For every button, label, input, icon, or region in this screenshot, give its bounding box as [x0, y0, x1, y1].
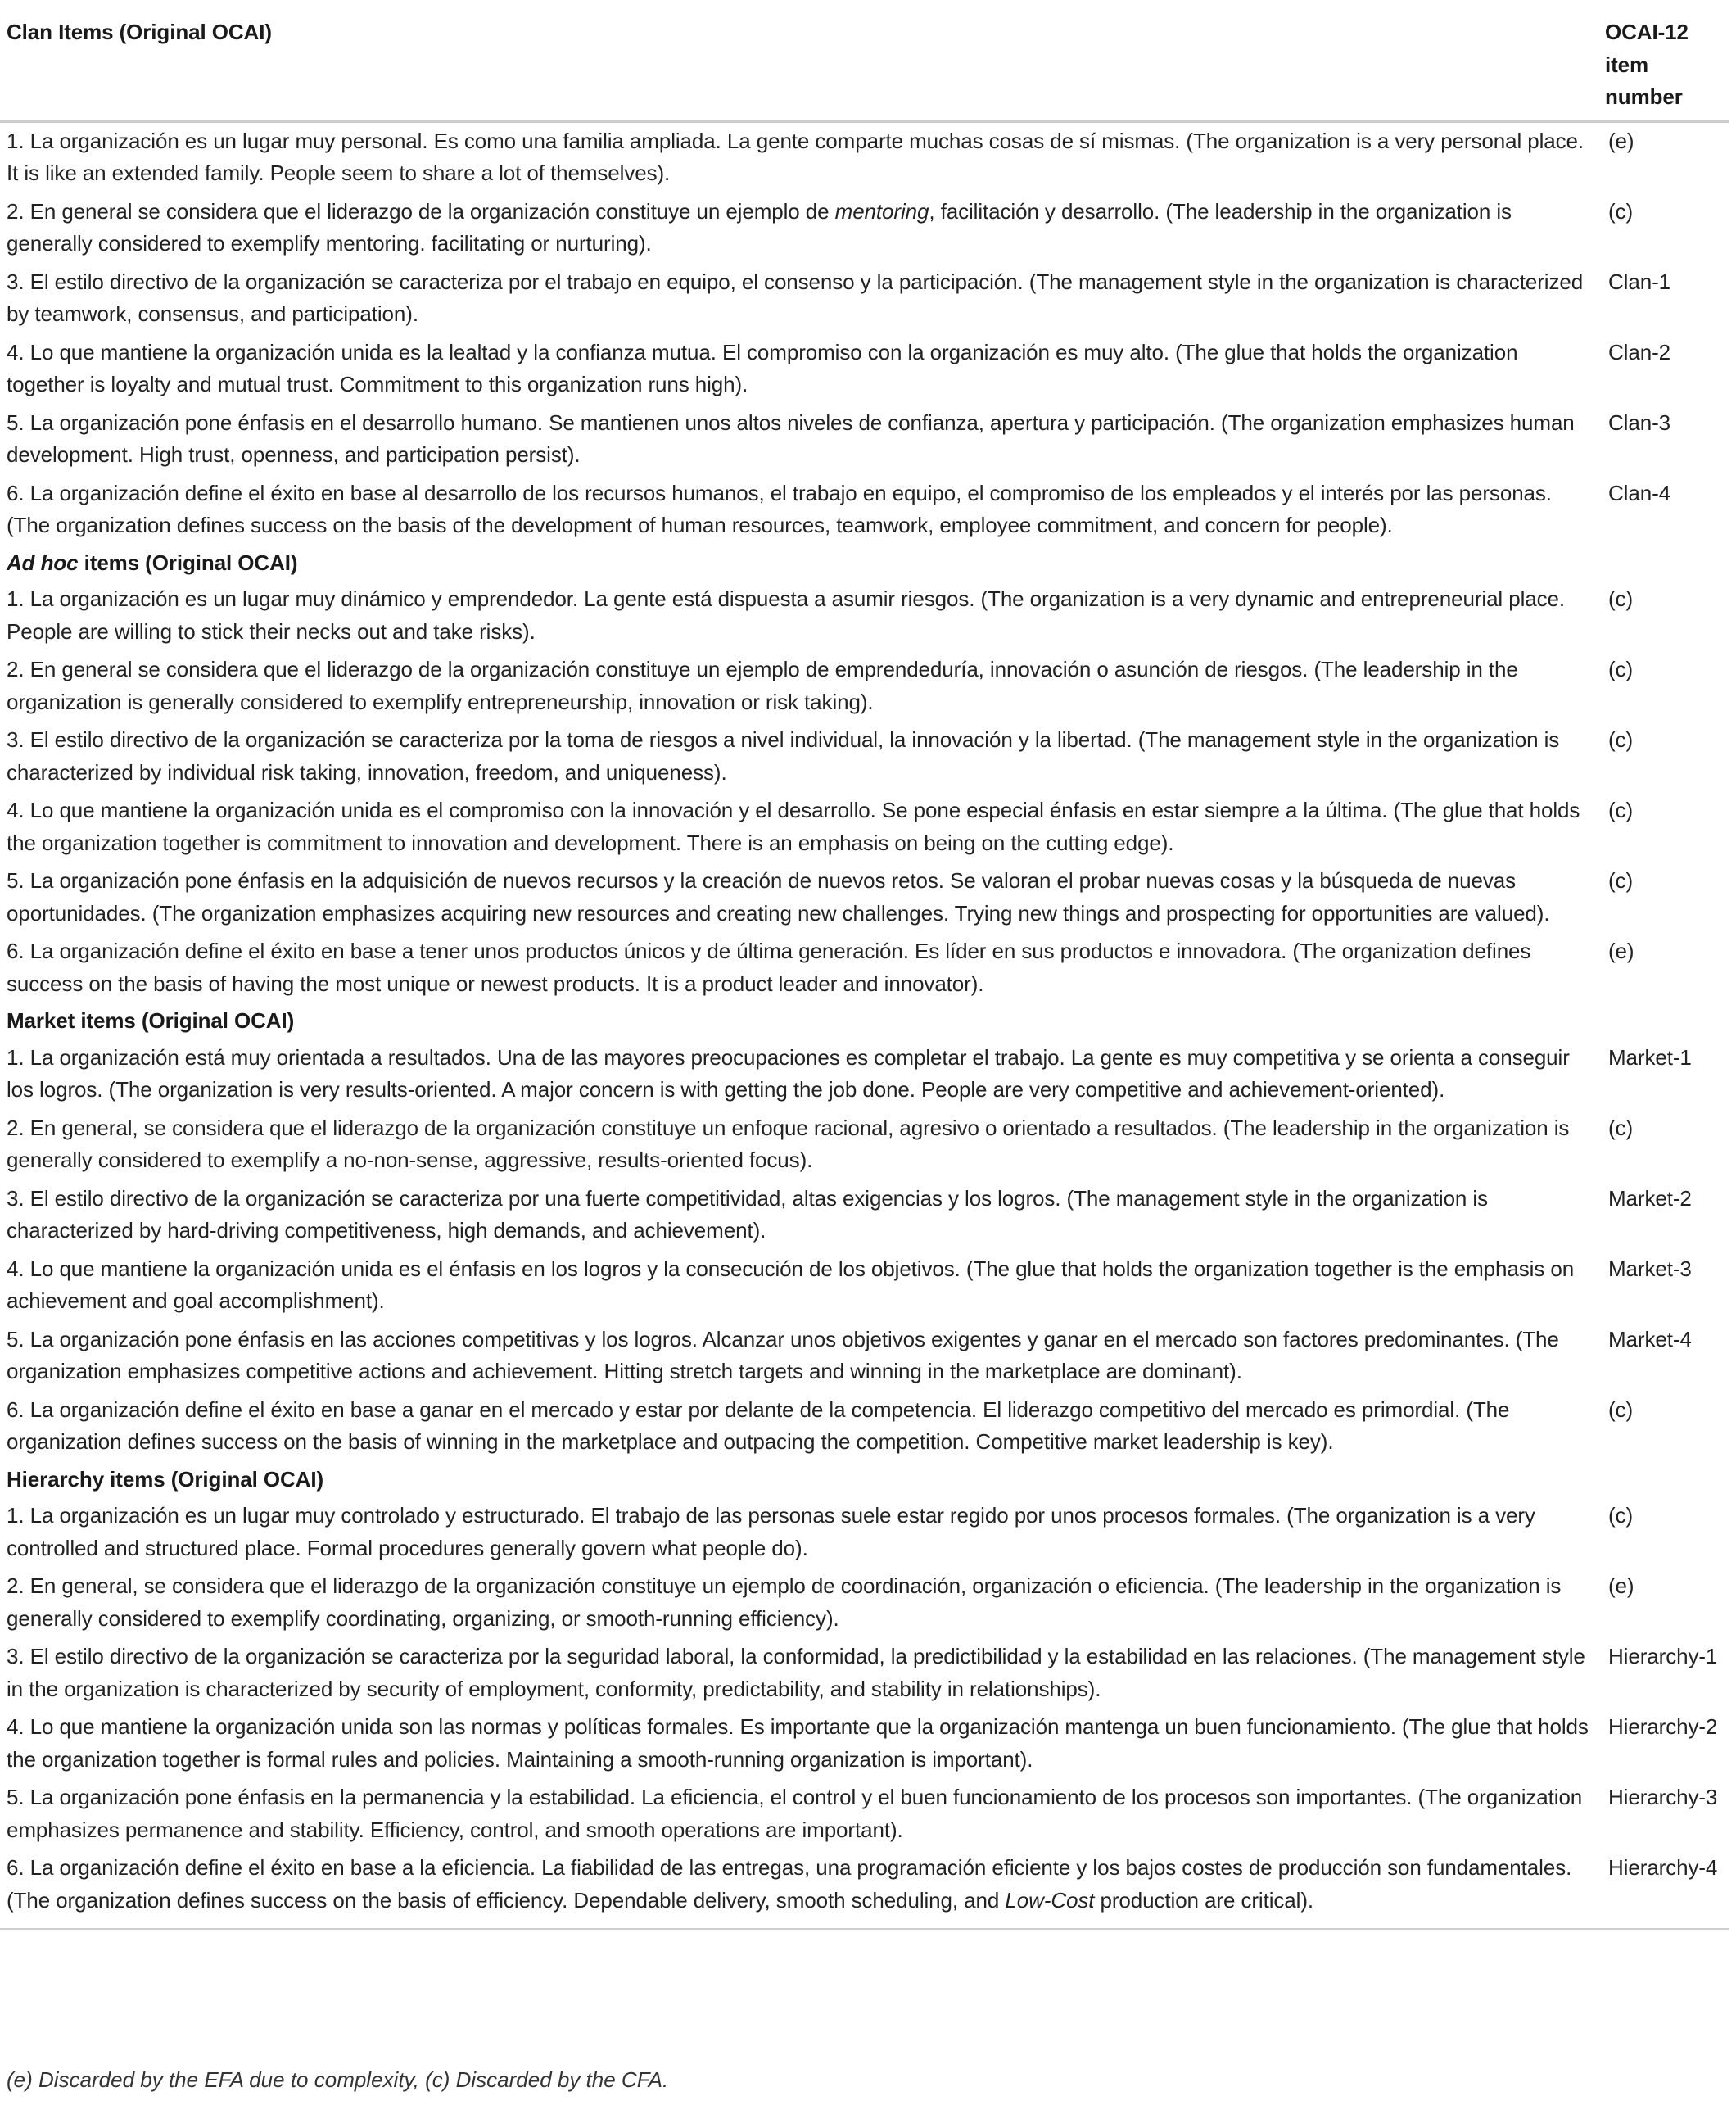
section-title: Market items (Original OCAI): [7, 1008, 295, 1033]
section-heading-market: [0, 1003, 1729, 1039]
table-row: [0, 264, 1729, 334]
table-row: [0, 123, 1729, 193]
item-code: (e): [1608, 939, 1634, 963]
item-text: 3. El estilo directivo de la organización se caracteriza por la toma de riesgos a nivel individual, la innovación y la libertad. (The management style in the organization is characterized by individual risk taking, innovation, freedom, and uniqueness).: [7, 727, 1560, 785]
item-text: 3. El estilo directivo de la organización se caracteriza por el trabajo en equipo, el consenso y la participación. (The management style in the organization is characterized by teamwork, consensus, and participation).: [7, 269, 1584, 326]
section-title: [0, 545, 1729, 582]
table-row: [0, 1638, 1729, 1709]
item-code: (c): [1608, 1115, 1634, 1140]
header-clan-items: Clan Items (Original OCAI): [0, 5, 1598, 121]
item-code: Hierarchy-4: [1608, 1855, 1718, 1880]
item-text: 2. En general, se considera que el liderazgo de la organización constituye un ejemplo de coordinación, organización o eficiencia. (The leadership in the organization is generally considered to exemplify coordinating, organizing, or smooth-running efficiency).: [7, 1573, 1562, 1631]
item-text: 5. La organización pone énfasis en la adquisición de nuevos recursos y la creación de nuevos retos. Se valoran el probar nuevas cosas y la búsqueda de nuevas oportunidades. (The organization emphasizes acquiring new resources and creating new challenges. Trying new things and prospecting for opportunities are valued).: [7, 868, 1550, 926]
item-text: 3. El estilo directivo de la organización se caracteriza por una fuerte competitividad, altas exigencias y los logros. (The management style in the organization is characterized by hard-driving competitiveness, high demands, and achievement).: [7, 1185, 1488, 1243]
table-row: [0, 1321, 1729, 1392]
section-heading-hierarchy: [0, 1462, 1729, 1498]
table-row: [0, 722, 1729, 792]
table-row: [0, 1180, 1729, 1251]
ocai-items-table: [0, 5, 1729, 1931]
table-row: [0, 334, 1729, 405]
item-code: (c): [1608, 1503, 1634, 1528]
item-text: 1. La organización está muy orientada a resultados. Una de las mayores preocupaciones es completar el trabajo. La gente es muy competitiva y se orienta a conseguir los logros. (The organization is very results-oriented. A major concern is with getting the job done. People are very competitive and achievement-oriented).: [7, 1044, 1570, 1102]
item-text-part: production are critical).: [1094, 1887, 1313, 1913]
item-code: (c): [1608, 586, 1634, 611]
table-row: [0, 1251, 1729, 1321]
item-text: 4. Lo que mantiene la organización unida es el énfasis en los logros y la consecución de los objetivos. (The glue that holds the organization together is the emphasis on achievement and goal accomplishment).: [7, 1256, 1575, 1313]
item-text-part: 6. La organización define el éxito en base a la eficiencia. La fiabilidad de las entregas, una programación eficiente y los bajos costes de producción son fundamentales. (The organization defines success on the basis of efficiency. Dependable delivery, smooth scheduling, and: [7, 1855, 1572, 1913]
table-row: [0, 1568, 1729, 1638]
table-row: [0, 933, 1729, 1003]
item-code: Hierarchy-2: [1608, 1714, 1718, 1739]
section-title: Hierarchy items (Original OCAI): [7, 1466, 324, 1492]
item-code: (e): [1608, 1573, 1634, 1598]
table-row: [0, 475, 1729, 545]
item-code: (c): [1608, 727, 1634, 752]
item-text: 5. La organización pone énfasis en las acciones competitivas y los logros. Alcanzar unos objetivos exigentes y ganar en el mercado son factores predominantes. (The organization emphasizes competitive actions and achievement. Hitting stretch targets and winning in the marketplace are dominant).: [7, 1326, 1559, 1383]
item-code: Clan-2: [1608, 339, 1670, 364]
item-text: 5. La organización pone énfasis en el desarrollo humano. Se mantienen unos altos niveles de confianza, apertura y participación. (The organization emphasizes human development. High trust, openness, and participation persist).: [7, 410, 1575, 467]
section-title-rest: items (Original OCAI): [78, 550, 298, 575]
section-title-italic: Ad hoc: [7, 550, 79, 575]
item-code: Clan-3: [1608, 410, 1670, 435]
table-row: [0, 405, 1729, 475]
item-code: Market-1: [1608, 1044, 1692, 1070]
table-row: [0, 1497, 1729, 1568]
item-text-part: 2. En general se considera que el liderazgo de la organización constituye un ejemplo de: [7, 198, 835, 224]
item-code: Hierarchy-1: [1608, 1644, 1718, 1668]
item-code: Hierarchy-3: [1608, 1785, 1718, 1809]
item-text: 5. La organización pone énfasis en la permanencia y la estabilidad. La eficiencia, el control y el buen funcionamiento de los procesos son importantes. (The organization emphasizes permanence and stability. Efficiency, control, and smooth operations are important).: [7, 1785, 1583, 1842]
table-row: [0, 1110, 1729, 1180]
table-row: [0, 1709, 1729, 1779]
item-code: Clan-1: [1608, 269, 1670, 294]
item-code: Market-4: [1608, 1326, 1692, 1351]
item-text: 3. El estilo directivo de la organización se caracteriza por la seguridad laboral, la conformidad, la predictibilidad y la estabilidad en las relaciones. (The management style in the organization is characterized by security of employment, conformity, predictability, and stability in relationships).: [7, 1644, 1585, 1701]
item-text: 2. En general, se considera que el liderazgo de la organización constituye un enfoque racional, agresivo o orientado a resultados. (The leadership in the organization is generally considered to exemplify a no-non-sense, aggressive, results-oriented focus).: [7, 1115, 1570, 1172]
bottom-rule: [0, 1929, 1729, 1931]
item-code: (c): [1608, 868, 1634, 893]
item-text: 4. Lo que mantiene la organización unida son las normas y políticas formales. Es importante que la organización mantenga un buen funcionamiento. (The glue that holds the organization together is formal rules and policies. Maintaining a smooth-running organization is important).: [7, 1714, 1589, 1772]
item-code: (c): [1608, 798, 1634, 822]
table-row: [0, 1039, 1729, 1110]
item-text: [0, 1849, 1598, 1929]
header-row: [0, 5, 1729, 121]
item-text: 6. La organización define el éxito en base al desarrollo de los recursos humanos, el trabajo en equipo, el compromiso de los empleados y el interés por las personas. (The organization defines success on the basis of the development of human resources, teamwork, employee commitment, and concern for people).: [7, 480, 1552, 537]
item-code: (c): [1608, 198, 1634, 224]
item-text-italic: mentoring: [834, 198, 929, 224]
table-row: [0, 651, 1729, 722]
table-footer: [0, 1929, 1729, 1931]
item-text-italic: Low-Cost: [1005, 1887, 1095, 1913]
item-text-part: , facilitación y desarrollo. (The leadership in the organization is generally considered to exemplify mentoring. facilitating or nurturing).: [7, 198, 1512, 256]
table-footnote: (e) Discarded by the EFA due to complexity, (c) Discarded by the CFA.: [7, 2067, 669, 2092]
table-row: [0, 581, 1729, 651]
item-text: 1. La organización es un lugar muy dinámico y emprendedor. La gente está dispuesta a asumir riesgos. (The organization is a very dynamic and entrepreneurial place. People are willing to stick their necks out and take risks).: [7, 586, 1566, 644]
header-item-number: [1598, 5, 1729, 121]
table-body: [0, 123, 1729, 1930]
table-row: [0, 1849, 1729, 1929]
item-code: (e): [1608, 128, 1634, 153]
item-code: (c): [1608, 657, 1634, 681]
item-text: 4. Lo que mantiene la organización unida es el compromiso con la innovación y el desarrollo. Se pone especial énfasis en estar siempre a la última. (The glue that holds the organization together is commitment to innovation and development. There is an emphasis on being on the cutting edge).: [7, 798, 1580, 855]
item-text: 1. La organización es un lugar muy controlado y estructurado. El trabajo de las personas suele estar regido por unos procesos formales. (The organization is a very controlled and structured place. Formal procedures generally govern what people do).: [7, 1503, 1535, 1560]
item-text: 6. La organización define el éxito en base a ganar en el mercado y estar por delante de la competencia. El liderazgo competitivo del mercado es primordial. (The organization defines success on the basis of winning in the marketplace and outpacing the competition. Competitive market leadership is key).: [7, 1397, 1510, 1454]
bottom-rule-row: [0, 1929, 1729, 1931]
table-header: [0, 5, 1729, 121]
item-text: 1. La organización es un lugar muy personal. Es como una familia ampliada. La gente comparte muchas cosas de sí mismas. (The organization is a very personal place. It is like an extended family. People seem to share a lot of themselves).: [7, 128, 1585, 185]
table-row: [0, 862, 1729, 933]
section-heading-adhoc: [0, 545, 1729, 582]
item-text: 4. Lo que mantiene la organización unida es la lealtad y la confianza mutua. El compromiso con la organización es muy alto. (The glue that holds the organization together is loyalty and mutual trust. Commitment to this organization runs high).: [7, 339, 1518, 396]
table-row: [0, 1779, 1729, 1849]
item-code: (c): [1608, 1397, 1634, 1422]
header-item-number-text: OCAI-12 item number: [1605, 20, 1689, 109]
item-text: 6. La organización define el éxito en base a tener unos productos únicos y de última generación. Es líder en sus productos e innovadora. (The organization defines success on the basis of having the most unique or newest products. It is a product leader and innovator).: [7, 939, 1531, 996]
table-row: [0, 193, 1729, 264]
item-code: Market-2: [1608, 1185, 1692, 1211]
table-row: [0, 1392, 1729, 1462]
item-code: Clan-4: [1608, 480, 1670, 505]
table-row: [0, 792, 1729, 862]
item-code: Market-3: [1608, 1256, 1692, 1281]
item-text: 2. En general se considera que el liderazgo de la organización constituye un ejemplo de emprendeduría, innovación o asunción de riesgos. (The leadership in the organization is generally considered to exemplify entrepreneurship, innovation or risk taking).: [7, 657, 1518, 714]
item-text: [0, 193, 1598, 264]
